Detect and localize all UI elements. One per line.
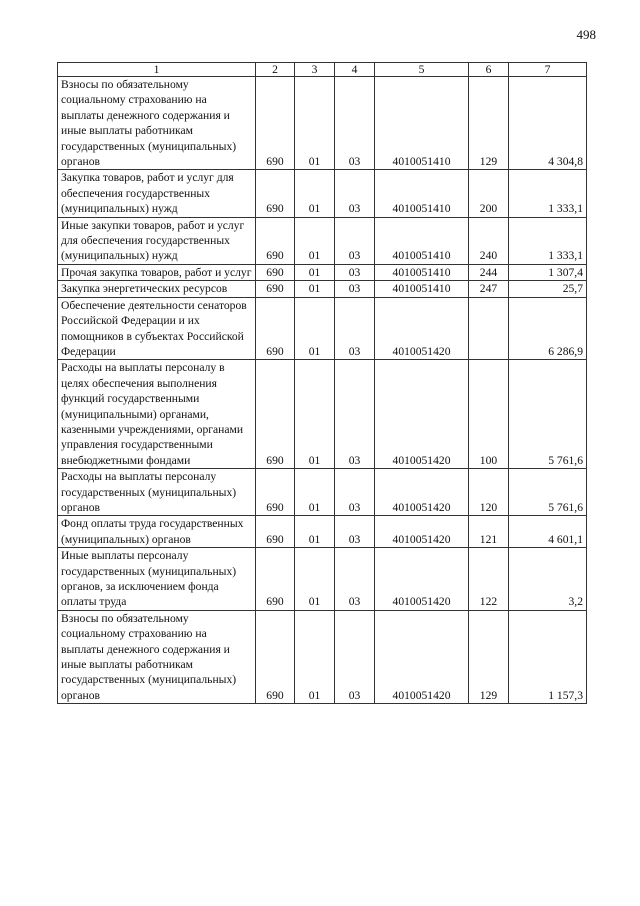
- target-item-code: 4010051420: [375, 469, 469, 516]
- target-item-code: 4010051410: [375, 77, 469, 170]
- subsection-code: 03: [335, 516, 375, 548]
- amount: 4 304,8: [509, 77, 587, 170]
- amount: 3,2: [509, 548, 587, 611]
- amount: 6 286,9: [509, 297, 587, 360]
- expense-type-code: 129: [469, 610, 509, 703]
- ved-code: 690: [256, 297, 295, 360]
- expense-type-code: 100: [469, 360, 509, 469]
- header-col-1: 1: [58, 63, 256, 77]
- section-code: 01: [295, 77, 335, 170]
- table-row: [58, 264, 587, 280]
- subsection-code: 03: [335, 610, 375, 703]
- table-row: [58, 516, 587, 548]
- subsection-code: 03: [335, 360, 375, 469]
- row-name: Иные закупки товаров, работ и услуг для обеспечения государственных (муниципальных) нужд: [58, 217, 256, 264]
- amount: 1 157,3: [509, 610, 587, 703]
- subsection-code: 03: [335, 77, 375, 170]
- expense-type-code: 120: [469, 469, 509, 516]
- header-col-2: 2: [256, 63, 295, 77]
- header-col-5: 5: [375, 63, 469, 77]
- subsection-code: 03: [335, 548, 375, 611]
- subsection-code: 03: [335, 264, 375, 280]
- budget-table: [57, 62, 587, 704]
- amount: 4 601,1: [509, 516, 587, 548]
- section-code: 01: [295, 297, 335, 360]
- row-name: Закупка энергетических ресурсов: [58, 281, 256, 297]
- table-row: [58, 548, 587, 611]
- target-item-code: 4010051410: [375, 217, 469, 264]
- ved-code: 690: [256, 360, 295, 469]
- table-body: [58, 77, 587, 704]
- expense-type-code: [469, 297, 509, 360]
- table-row: [58, 217, 587, 264]
- section-code: 01: [295, 281, 335, 297]
- page-number: 498: [576, 27, 596, 42]
- row-name: Взносы по обязательному социальному страхованию на выплаты денежного содержания и иные выплаты работникам государственных (муниципальных) органов: [58, 77, 256, 170]
- ved-code: 690: [256, 516, 295, 548]
- row-name: Фонд оплаты труда государственных (муниципальных) органов: [58, 516, 256, 548]
- amount: 5 761,6: [509, 469, 587, 516]
- subsection-code: 03: [335, 170, 375, 217]
- row-name: Иные выплаты персоналу государственных (муниципальных) органов, за исключением фонда оплаты труда: [58, 548, 256, 611]
- header-col-7: 7: [509, 63, 587, 77]
- target-item-code: 4010051410: [375, 264, 469, 280]
- expense-type-code: 247: [469, 281, 509, 297]
- header-col-6: 6: [469, 63, 509, 77]
- ved-code: 690: [256, 469, 295, 516]
- row-name: Прочая закупка товаров, работ и услуг: [58, 264, 256, 280]
- table-row: [58, 170, 587, 217]
- section-code: 01: [295, 170, 335, 217]
- amount: 25,7: [509, 281, 587, 297]
- row-name: Обеспечение деятельности сенаторов Российской Федерации и их помощников в субъектах Российской Федерации: [58, 297, 256, 360]
- target-item-code: 4010051410: [375, 170, 469, 217]
- amount: 1 333,1: [509, 217, 587, 264]
- ved-code: 690: [256, 548, 295, 611]
- ved-code: 690: [256, 264, 295, 280]
- ved-code: 690: [256, 217, 295, 264]
- ved-code: 690: [256, 281, 295, 297]
- table-row: [58, 297, 587, 360]
- expense-type-code: 240: [469, 217, 509, 264]
- row-name: Взносы по обязательному социальному страхованию на выплаты денежного содержания и иные выплаты работникам государственных (муниципальных) органов: [58, 610, 256, 703]
- table-row: [58, 469, 587, 516]
- expense-type-code: 122: [469, 548, 509, 611]
- target-item-code: 4010051420: [375, 610, 469, 703]
- subsection-code: 03: [335, 217, 375, 264]
- header-col-3: 3: [295, 63, 335, 77]
- table-header-row: [58, 63, 587, 77]
- section-code: 01: [295, 360, 335, 469]
- expense-type-code: 129: [469, 77, 509, 170]
- section-code: 01: [295, 264, 335, 280]
- section-code: 01: [295, 217, 335, 264]
- target-item-code: 4010051420: [375, 548, 469, 611]
- section-code: 01: [295, 469, 335, 516]
- target-item-code: 4010051420: [375, 516, 469, 548]
- table-row: [58, 77, 587, 170]
- section-code: 01: [295, 516, 335, 548]
- amount: 1 307,4: [509, 264, 587, 280]
- target-item-code: 4010051410: [375, 281, 469, 297]
- table-row: [58, 281, 587, 297]
- target-item-code: 4010051420: [375, 360, 469, 469]
- expense-type-code: 121: [469, 516, 509, 548]
- expense-type-code: 200: [469, 170, 509, 217]
- subsection-code: 03: [335, 281, 375, 297]
- amount: 5 761,6: [509, 360, 587, 469]
- target-item-code: 4010051420: [375, 297, 469, 360]
- ved-code: 690: [256, 170, 295, 217]
- subsection-code: 03: [335, 469, 375, 516]
- row-name: Закупка товаров, работ и услуг для обеспечения государственных (муниципальных) нужд: [58, 170, 256, 217]
- section-code: 01: [295, 548, 335, 611]
- amount: 1 333,1: [509, 170, 587, 217]
- subsection-code: 03: [335, 297, 375, 360]
- row-name: Расходы на выплаты персоналу государственных (муниципальных) органов: [58, 469, 256, 516]
- ved-code: 690: [256, 77, 295, 170]
- table-row: [58, 610, 587, 703]
- header-col-4: 4: [335, 63, 375, 77]
- row-name: Расходы на выплаты персоналу в целях обеспечения выполнения функций государственными (муниципальными) органами, казенными учреждениями, органами управления государственными внебюджетными фондами: [58, 360, 256, 469]
- expense-type-code: 244: [469, 264, 509, 280]
- table-row: [58, 360, 587, 469]
- section-code: 01: [295, 610, 335, 703]
- ved-code: 690: [256, 610, 295, 703]
